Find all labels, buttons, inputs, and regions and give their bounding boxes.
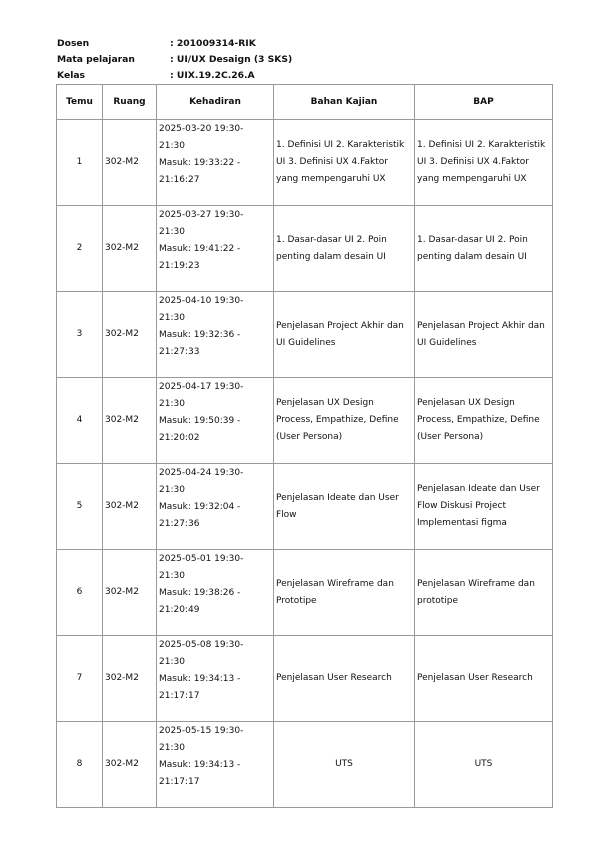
temu-cell: 7 bbox=[57, 636, 103, 722]
ruang-cell: 302-M2 bbox=[103, 464, 157, 550]
bahan-kajian-cell: UTS bbox=[274, 722, 415, 808]
course-info bbox=[57, 36, 292, 84]
temu-cell: 1 bbox=[57, 120, 103, 206]
header-ruang: Ruang bbox=[103, 85, 157, 120]
header-temu: Temu bbox=[57, 85, 103, 120]
ruang-cell: 302-M2 bbox=[103, 292, 157, 378]
ruang-cell: 302-M2 bbox=[103, 206, 157, 292]
temu-cell: 6 bbox=[57, 550, 103, 636]
keluar-time: 21:19:23 bbox=[159, 261, 200, 271]
kehadiran-cell bbox=[157, 464, 274, 550]
kehadiran-cell bbox=[157, 550, 274, 636]
temu-cell: 5 bbox=[57, 464, 103, 550]
header-kehadiran: Kehadiran bbox=[157, 85, 274, 120]
jadwal-start: 2025-05-08 19:30- bbox=[159, 640, 244, 650]
temu-cell: 8 bbox=[57, 722, 103, 808]
bap-cell: 1. Dasar-dasar UI 2. Poin penting dalam desain UI bbox=[415, 206, 553, 292]
table-row bbox=[57, 550, 553, 636]
table-row bbox=[57, 636, 553, 722]
bahan-kajian-cell: 1. Dasar-dasar UI 2. Poin penting dalam desain UI bbox=[274, 206, 415, 292]
masuk-time: Masuk: 19:34:13 - bbox=[159, 674, 241, 684]
jadwal-end: 21:30 bbox=[159, 657, 185, 667]
temu-cell: 4 bbox=[57, 378, 103, 464]
bahan-kajian-cell: Penjelasan Project Akhir dan UI Guidelines bbox=[274, 292, 415, 378]
ruang-cell: 302-M2 bbox=[103, 550, 157, 636]
kelas-value: : UIX.19.2C.26.A bbox=[170, 70, 255, 81]
header-bahan-kajian: Bahan Kajian bbox=[274, 85, 415, 120]
bap-cell: Penjelasan Project Akhir dan UI Guidelines bbox=[415, 292, 553, 378]
mata-pelajaran-label: Mata pelajaran bbox=[57, 54, 135, 65]
masuk-time: Masuk: 19:33:22 - bbox=[159, 158, 241, 168]
bahan-kajian-cell: Penjelasan Ideate dan User Flow bbox=[274, 464, 415, 550]
jadwal-start: 2025-04-24 19:30- bbox=[159, 468, 244, 478]
masuk-time: Masuk: 19:41:22 - bbox=[159, 244, 241, 254]
masuk-time: Masuk: 19:32:36 - bbox=[159, 330, 241, 340]
jadwal-start: 2025-03-27 19:30- bbox=[159, 210, 244, 220]
jadwal-end: 21:30 bbox=[159, 313, 185, 323]
kehadiran-cell bbox=[157, 722, 274, 808]
kelas-label: Kelas bbox=[57, 70, 86, 81]
masuk-time: Masuk: 19:34:13 - bbox=[159, 760, 241, 770]
jadwal-end: 21:30 bbox=[159, 141, 185, 151]
jadwal-end: 21:30 bbox=[159, 571, 185, 581]
table-row bbox=[57, 206, 553, 292]
jadwal-start: 2025-04-10 19:30- bbox=[159, 296, 244, 306]
keluar-time: 21:20:49 bbox=[159, 605, 200, 615]
attendance-table bbox=[56, 84, 553, 808]
bahan-kajian-cell: Penjelasan Wireframe dan Prototipe bbox=[274, 550, 415, 636]
table-row bbox=[57, 464, 553, 550]
ruang-cell: 302-M2 bbox=[103, 636, 157, 722]
bap-cell: Penjelasan UX Design Process, Empathize, Define (User Persona) bbox=[415, 378, 553, 464]
mata-pelajaran-value: : UI/UX Desaign (3 SKS) bbox=[170, 54, 293, 65]
masuk-time: Masuk: 19:50:39 - bbox=[159, 416, 241, 426]
header-bap: BAP bbox=[415, 85, 553, 120]
table-row bbox=[57, 722, 553, 808]
masuk-time: Masuk: 19:38:26 - bbox=[159, 588, 241, 598]
kehadiran-cell bbox=[157, 636, 274, 722]
ruang-cell: 302-M2 bbox=[103, 722, 157, 808]
jadwal-end: 21:30 bbox=[159, 227, 185, 237]
bap-cell: 1. Definisi UI 2. Karakteristik UI 3. Definisi UX 4.Faktor yang mempengaruhi UX bbox=[415, 120, 553, 206]
bap-cell: Penjelasan Ideate dan User Flow Diskusi Project Implementasi figma bbox=[415, 464, 553, 550]
keluar-time: 21:27:36 bbox=[159, 519, 200, 529]
table-row bbox=[57, 120, 553, 206]
table-header-row bbox=[57, 85, 553, 120]
jadwal-start: 2025-05-01 19:30- bbox=[159, 554, 244, 564]
mata-pelajaran-row bbox=[57, 52, 292, 68]
table-row bbox=[57, 292, 553, 378]
keluar-time: 21:17:17 bbox=[159, 777, 200, 787]
kehadiran-cell bbox=[157, 120, 274, 206]
jadwal-end: 21:30 bbox=[159, 399, 185, 409]
jadwal-end: 21:30 bbox=[159, 743, 185, 753]
keluar-time: 21:17:17 bbox=[159, 691, 200, 701]
bahan-kajian-cell: Penjelasan UX Design Process, Empathize, Define (User Persona) bbox=[274, 378, 415, 464]
kehadiran-cell bbox=[157, 378, 274, 464]
kehadiran-cell bbox=[157, 206, 274, 292]
dosen-label: Dosen bbox=[57, 38, 90, 49]
jadwal-start: 2025-03-20 19:30- bbox=[159, 124, 244, 134]
kehadiran-cell bbox=[157, 292, 274, 378]
temu-cell: 2 bbox=[57, 206, 103, 292]
ruang-cell: 302-M2 bbox=[103, 378, 157, 464]
jadwal-start: 2025-04-17 19:30- bbox=[159, 382, 244, 392]
dosen-value: : 201009314-RIK bbox=[170, 38, 256, 49]
bap-cell: UTS bbox=[415, 722, 553, 808]
ruang-cell: 302-M2 bbox=[103, 120, 157, 206]
keluar-time: 21:16:27 bbox=[159, 175, 200, 185]
bap-cell: Penjelasan Wireframe dan prototipe bbox=[415, 550, 553, 636]
bahan-kajian-cell: 1. Definisi UI 2. Karakteristik UI 3. Definisi UX 4.Faktor yang mempengaruhi UX bbox=[274, 120, 415, 206]
table-row bbox=[57, 378, 553, 464]
kelas-row bbox=[57, 68, 292, 84]
keluar-time: 21:27:33 bbox=[159, 347, 200, 357]
jadwal-end: 21:30 bbox=[159, 485, 185, 495]
keluar-time: 21:20:02 bbox=[159, 433, 200, 443]
masuk-time: Masuk: 19:32:04 - bbox=[159, 502, 241, 512]
jadwal-start: 2025-05-15 19:30- bbox=[159, 726, 244, 736]
temu-cell: 3 bbox=[57, 292, 103, 378]
dosen-row bbox=[57, 36, 292, 52]
bap-cell: Penjelasan User Research bbox=[415, 636, 553, 722]
bahan-kajian-cell: Penjelasan User Research bbox=[274, 636, 415, 722]
